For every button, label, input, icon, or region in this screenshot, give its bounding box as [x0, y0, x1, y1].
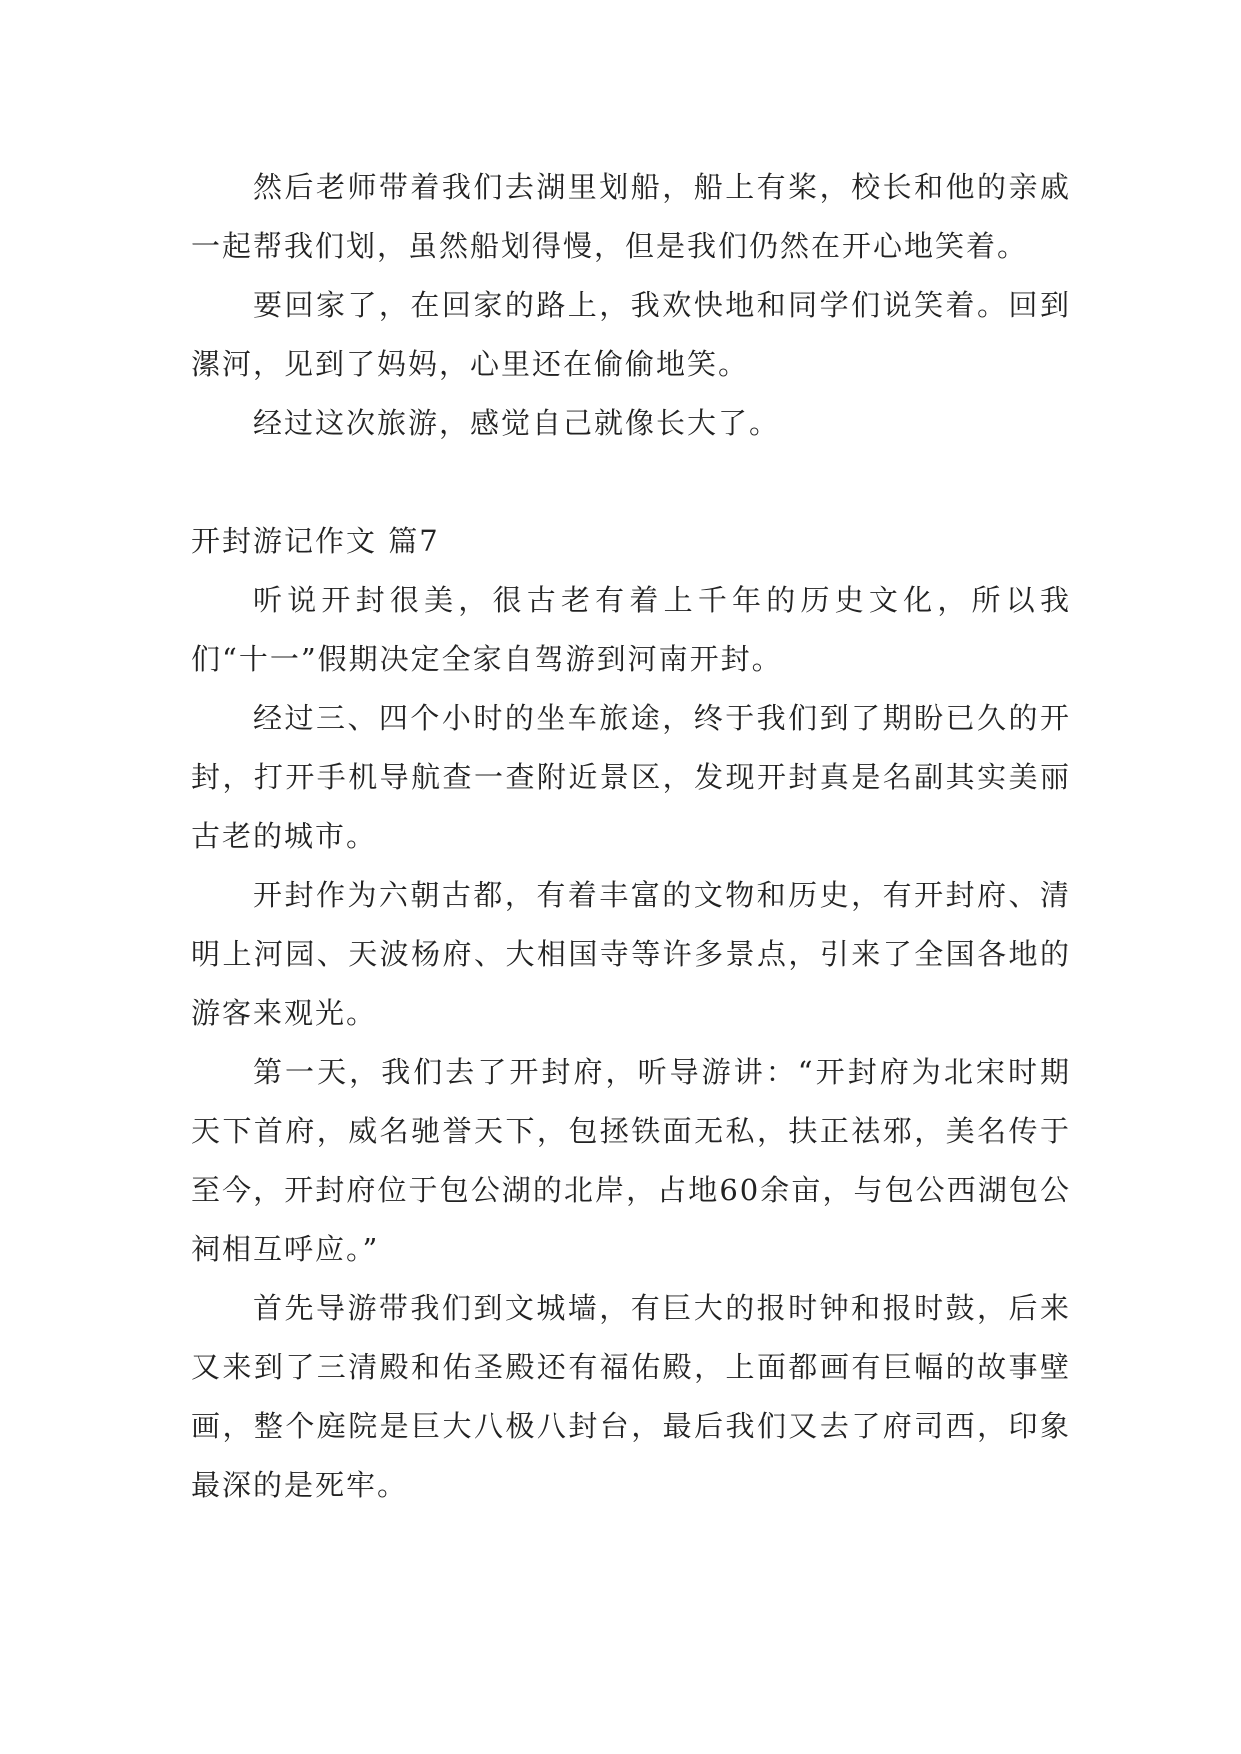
- document-body: [191, 158, 1071, 1515]
- paragraph: 开封作为六朝古都，有着丰富的文物和历史，有开封府、清明上河园、天波杨府、大相国寺等许多景点，引来了全国各地的游客来观光。: [191, 878, 1071, 1030]
- paragraph: 经过这次旅游，感觉自己就像长大了。: [253, 406, 781, 440]
- paragraph: 首先导游带我们到文城墙，有巨大的报时钟和报时鼓，后来又来到了三清殿和佑圣殿还有福佑殿，上面都画有巨幅的故事壁画，整个庭院是巨大八极八封台，最后我们又去了府司西，印象最深的是死牢。: [191, 1291, 1071, 1502]
- paragraph: 然后老师带着我们去湖里划船，船上有桨，校长和他的亲戚一起帮我们划，虽然船划得慢，但是我们仍然在开心地笑着。: [191, 170, 1071, 263]
- paragraph: 第一天，我们去了开封府，听导游讲：“开封府为北宋时期天下首府，威名驰誉天下，包拯铁面无私，扶正祛邪，美名传于至今，开封府位于包公湖的北岸，占地60余亩，与包公西湖包公祠相互呼应。”: [191, 1055, 1071, 1266]
- paragraph: 要回家了，在回家的路上，我欢快地和同学们说笑着。回到漯河，见到了妈妈，心里还在偷偷地笑。: [191, 288, 1071, 381]
- paragraph: 听说开封很美，很古老有着上千年的历史文化，所以我们“十一”假期决定全家自驾游到河南开封。: [191, 583, 1071, 676]
- paragraph: 经过三、四个小时的坐车旅途，终于我们到了期盼已久的开封，打开手机导航查一查附近景区，发现开封真是名副其实美丽古老的城市。: [191, 701, 1071, 853]
- section-title: 开封游记作文 篇7: [191, 524, 440, 558]
